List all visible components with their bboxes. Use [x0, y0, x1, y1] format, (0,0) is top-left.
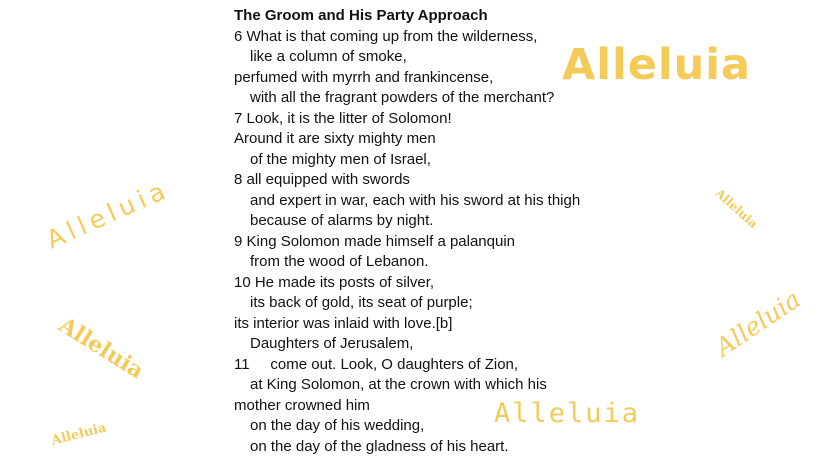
verse-line: Daughters of Jerusalem, — [250, 335, 414, 352]
watermark-alleluia: Alleluia — [50, 420, 108, 449]
watermark-alleluia: Alleluia — [494, 398, 641, 429]
verse-line: 9 King Solomon made himself a palanquin — [234, 232, 516, 250]
verse-line: at King Solomon, at the crown with which his — [250, 376, 547, 393]
watermark-alleluia: Alleluia — [710, 284, 806, 363]
verse-line: perfumed with myrrh and frankincense, — [234, 68, 494, 86]
verse-line: its interior was inlaid with love.[b] — [234, 314, 453, 332]
verse-line: mother crowned him — [234, 396, 370, 414]
verse-line: and expert in war, each with his sword at his thigh — [250, 191, 581, 209]
verse-line: 7 Look, it is the litter of Solomon! — [234, 109, 452, 127]
verse-line: 6 What is that coming up from the wilderness, — [234, 27, 538, 45]
watermark-alleluia: Alleluia — [562, 40, 752, 90]
verse-line: on the day of the gladness of his heart. — [250, 437, 509, 455]
verse-line: 11 come out. Look, O daughters of Zion, — [234, 355, 519, 373]
verse-line: 10 He made its posts of silver, — [234, 273, 435, 291]
passage-lines — [234, 27, 704, 458]
verse-line: its back of gold, its seat of purple; — [250, 294, 473, 311]
watermark-alleluia: Alleluia — [54, 312, 149, 385]
watermark-alleluia: Alleluia — [42, 174, 174, 255]
verse-line: Around it are sixty mighty men — [234, 130, 436, 147]
verse-line: because of alarms by night. — [250, 212, 434, 229]
verse-line: like a column of smoke, — [250, 48, 407, 65]
verse-line: from the wood of Lebanon. — [250, 253, 429, 270]
verse-line: with all the fragrant powders of the merchant? — [250, 89, 555, 106]
verse-line: 8 all equipped with swords — [234, 171, 410, 188]
passage-heading: The Groom and His Party Approach — [234, 7, 488, 24]
verse-line: on the day of his wedding, — [250, 417, 425, 434]
verse-line: of the mighty men of Israel, — [250, 150, 431, 168]
watermark-alleluia: Alleluia — [712, 186, 761, 231]
